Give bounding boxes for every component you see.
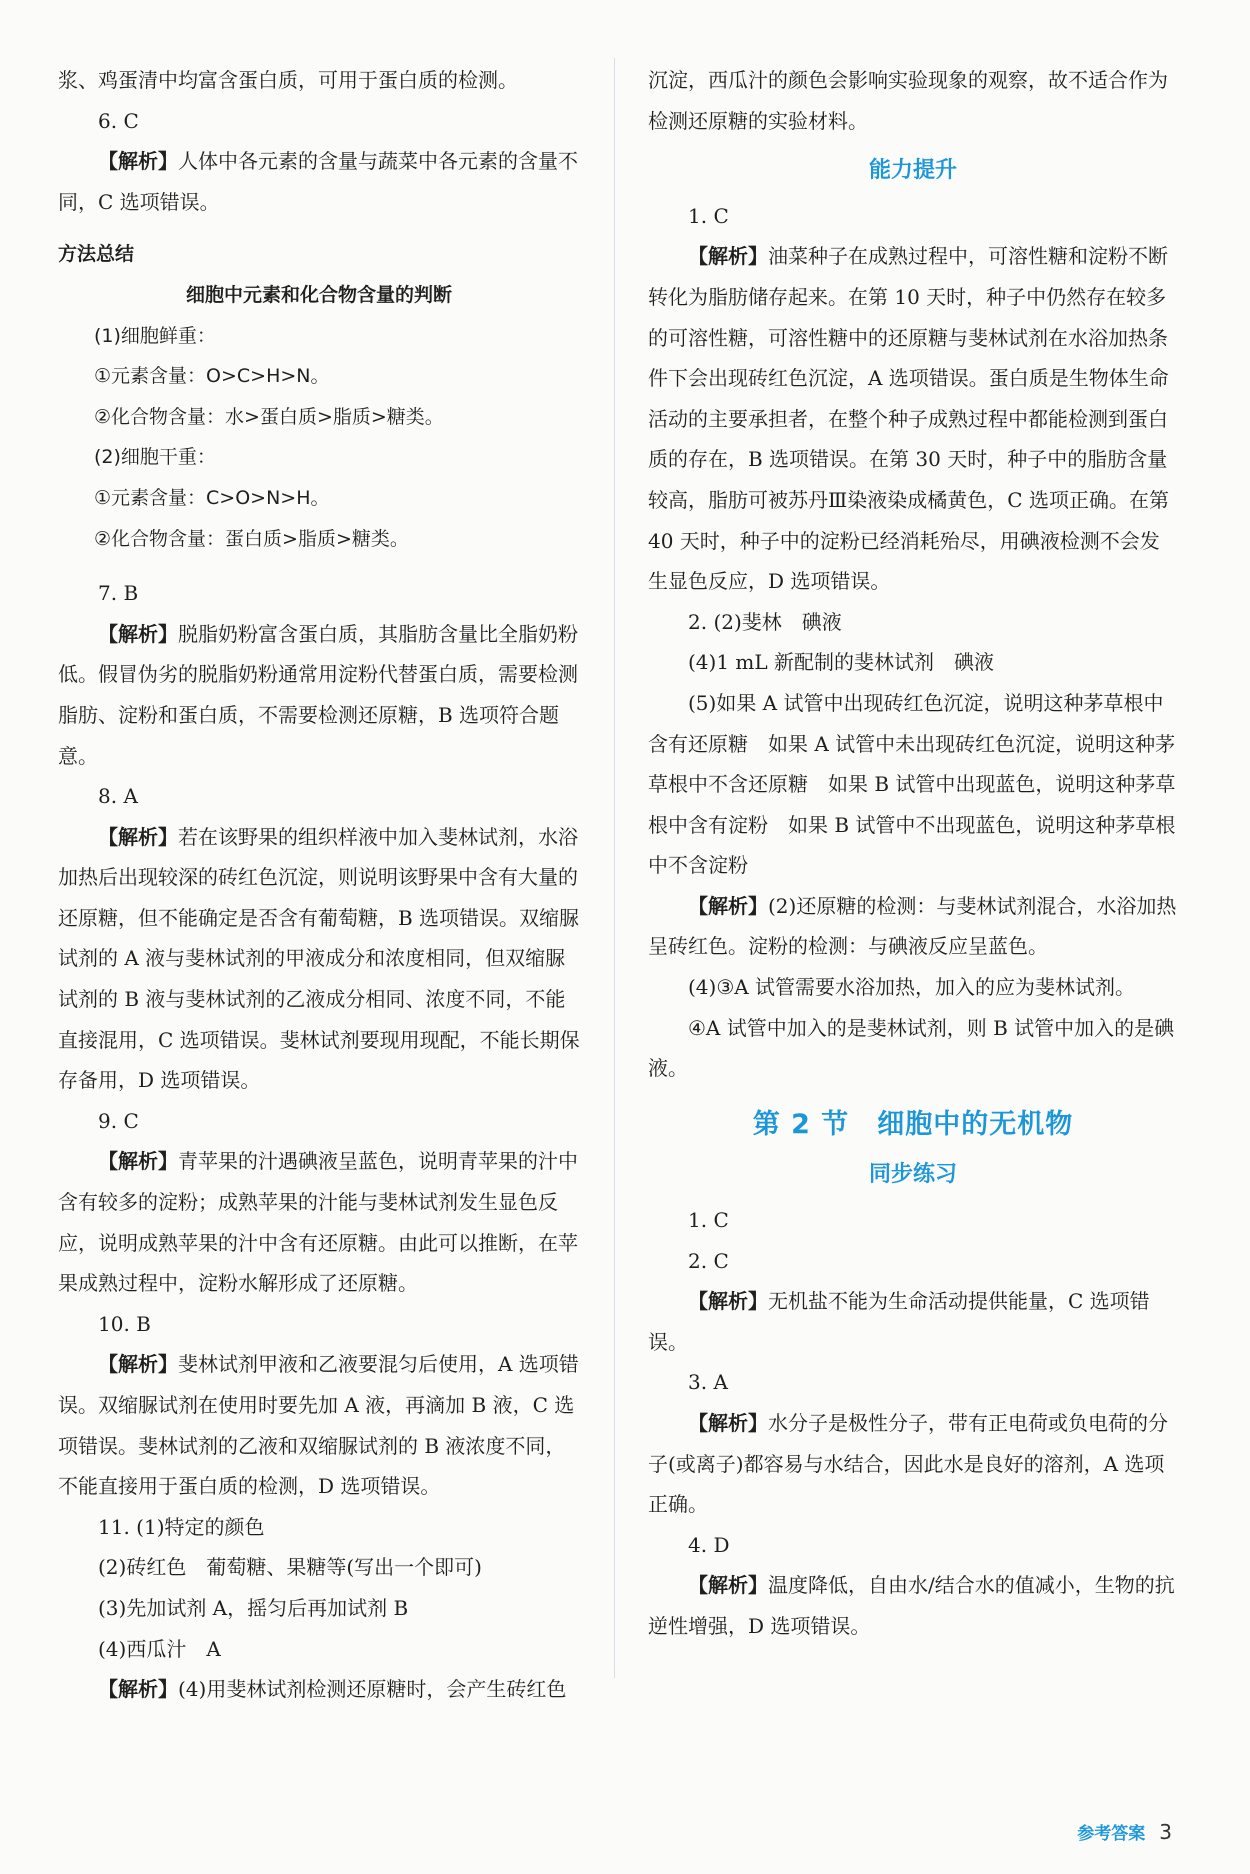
method-line: ②化合物含量：水>蛋白质>脂质>糖类。: [94, 405, 444, 428]
jiexi-label: 【解析】: [688, 893, 768, 918]
explanation-text: 人体中各元素的含量与蔬菜中各元素的含量不同，C 选项错误。: [58, 149, 578, 214]
footer-label: 参考答案: [1077, 1824, 1146, 1844]
explanation-10: [58, 1344, 580, 1506]
text-line: 沉淀，西瓜汁的颜色会影响实验现象的观察，故不适合作为检测还原糖的实验材料。: [648, 68, 1168, 133]
jiexi-label: 【解析】: [98, 1677, 178, 1702]
method-summary-subtitle: 细胞中元素和化合物含量的判断: [185, 283, 452, 306]
jiexi-label: 【解析】: [98, 1149, 178, 1174]
right-column: [648, 60, 1178, 1647]
answer-c4: 4. D: [688, 1532, 730, 1557]
method-line: ②化合物含量：蛋白质>脂质>糖类。: [94, 527, 409, 550]
jiexi-label: 【解析】: [98, 824, 178, 849]
sync-practice-heading: 同步练习: [868, 1162, 957, 1188]
ability-heading: 能力提升: [868, 158, 957, 184]
explanation-text: 若在该野果的组织样液中加入斐林试剂，水浴加热后出现较深的砖红色沉淀，则说明该野果中含有大量的还原糖，但不能确定是否含有葡萄糖，B 选项错误。双缩脲试剂的 A 液与斐林试剂的甲液成分和浓度相同，但双缩脲试剂的 B 液与斐林试剂的乙液成分相同、浓度不同，不能直接混用，C 选项错误。斐林试剂要现用现配，不能长期保存备用，D 选项错误。: [58, 824, 580, 1093]
method-summary-box: [58, 316, 580, 560]
explanation-text: 斐林试剂甲液和乙液要混匀后使用，A 选项错误。双缩脲试剂在使用时要先加 A 液，再滴加 B 液，C 选项错误。斐林试剂的乙液和双缩脲试剂的 B 液浓度不同，不能直接用于蛋白质的检测，D 选项错误。: [58, 1352, 579, 1499]
answer-c1: 1. C: [688, 1208, 729, 1233]
page-number: 3: [1159, 1820, 1172, 1844]
method-line: (1)细胞鲜重：: [94, 324, 216, 347]
answer-9: 9. C: [98, 1108, 139, 1133]
jiexi-label: 【解析】: [98, 1352, 178, 1377]
answer-c2: 2. C: [688, 1248, 729, 1273]
jiexi-label: 【解析】: [98, 149, 178, 174]
jiexi-label: 【解析】: [98, 621, 178, 646]
explanation-b2-part: (4)③A 试管需要水浴加热，加入的应为斐林试剂。: [688, 975, 1136, 1000]
explanation-text: 无机盐不能为生命活动提供能量，C 选项错误。: [648, 1289, 1150, 1354]
answer-b2-part: (5)如果 A 试管中出现砖红色沉淀，说明这种茅草根中含有还原糖 如果 A 试管中未出现砖红色沉淀，说明这种茅草根中不含还原糖 如果 B 试管中出现蓝色，说明这种茅草根中含有淀粉 如果 B 试管中不出现蓝色，说明这种茅草根中不含淀粉: [648, 690, 1176, 878]
explanation-9: [58, 1141, 580, 1303]
answer-c3: 3. A: [688, 1370, 728, 1395]
jiexi-label: 【解析】: [688, 1289, 768, 1314]
explanation-c3: [648, 1403, 1178, 1525]
answer-b2-part: (4)1 mL 新配制的斐林试剂 碘液: [688, 650, 995, 675]
explanation-7: [58, 614, 580, 776]
answer-11-part: (4)西瓜汁 A: [98, 1636, 221, 1661]
answer-11: 11. (1)特定的颜色: [98, 1514, 265, 1539]
explanation-b2: [648, 886, 1178, 967]
answer-6: 6. C: [98, 108, 139, 133]
answer-b1: 1. C: [688, 203, 729, 228]
explanation-c4: [648, 1565, 1178, 1646]
page-footer: [1077, 1819, 1172, 1844]
jiexi-label: 【解析】: [688, 244, 768, 269]
explanation-text: 油菜种子在成熟过程中，可溶性糖和淀粉不断转化为脂肪储存起来。在第 10 天时，种子中仍然存在较多的可溶性糖，可溶性糖中的还原糖与斐林试剂在水浴加热条件下会出现砖红色沉淀，A 选项错误。蛋白质是生物体生命活动的主要承担者，在整个种子成熟过程中都能检测到蛋白质的存在，B 选项错误。在第 30 天时，种子中的脂肪含量较高，脂肪可被苏丹Ⅲ染液染成橘黄色，C 选项正确。在第 40 天时，种子中的淀粉已经消耗殆尽，用碘液检测不会发生显色反应，D 选项错误。: [648, 244, 1169, 594]
explanation-11: [58, 1669, 580, 1710]
explanation-c2: [648, 1281, 1178, 1362]
explanation-8: [58, 817, 580, 1101]
answer-11-part: (3)先加试剂 A，摇匀后再加试剂 B: [98, 1595, 409, 1620]
explanation-b1: [648, 236, 1178, 601]
explanation-text: 脱脂奶粉富含蛋白质，其脂肪含量比全脂奶粉低。假冒伪劣的脱脂奶粉通常用淀粉代替蛋白质，需要检测脂肪、淀粉和蛋白质，不需要检测还原糖，B 选项符合题意。: [58, 621, 578, 768]
explanation-text: 水分子是极性分子，带有正电荷或负电荷的分子(或离子)都容易与水结合，因此水是良好的溶剂，A 选项正确。: [648, 1411, 1168, 1517]
left-column: [58, 60, 580, 1710]
section-heading: 第 2 节 细胞中的无机物: [752, 1108, 1074, 1140]
jiexi-label: 【解析】: [688, 1573, 768, 1598]
method-summary-title: 方法总结: [58, 243, 135, 266]
explanation-6: [58, 141, 580, 222]
answer-11-part: (2)砖红色 葡萄糖、果糖等(写出一个即可): [98, 1555, 482, 1580]
method-line: ①元素含量：O>C>H>N。: [94, 365, 330, 388]
column-divider: [614, 58, 615, 1678]
explanation-text: 温度降低，自由水/结合水的值减小，生物的抗逆性增强，D 选项错误。: [648, 1573, 1175, 1638]
answer-7: 7. B: [98, 581, 139, 606]
method-line: ①元素含量：C>O>N>H。: [94, 486, 330, 509]
explanation-text: (4)用斐林试剂检测还原糖时，会产生砖红色: [178, 1677, 567, 1702]
answer-10: 10. B: [98, 1311, 151, 1336]
jiexi-label: 【解析】: [688, 1411, 768, 1435]
explanation-b2-part: ④A 试管中加入的是斐林试剂，则 B 试管中加入的是碘液。: [648, 1015, 1175, 1081]
explanation-text: 青苹果的汁遇碘液呈蓝色，说明青苹果的汁中含有较多的淀粉；成熟苹果的汁能与斐林试剂发生显色反应，说明成熟苹果的汁中含有还原糖。由此可以推断，在苹果成熟过程中，淀粉水解形成了还原糖。: [58, 1149, 578, 1296]
answer-b2: 2. (2)斐林 碘液: [688, 609, 842, 634]
explanation-text: (2)还原糖的检测：与斐林试剂混合，水浴加热呈砖红色。淀粉的检测：与碘液反应呈蓝色。: [648, 893, 1177, 959]
text-line: 浆、鸡蛋清中均富含蛋白质，可用于蛋白质的检测。: [58, 68, 518, 92]
answer-8: 8. A: [98, 784, 138, 809]
method-line: (2)细胞干重：: [94, 446, 216, 469]
